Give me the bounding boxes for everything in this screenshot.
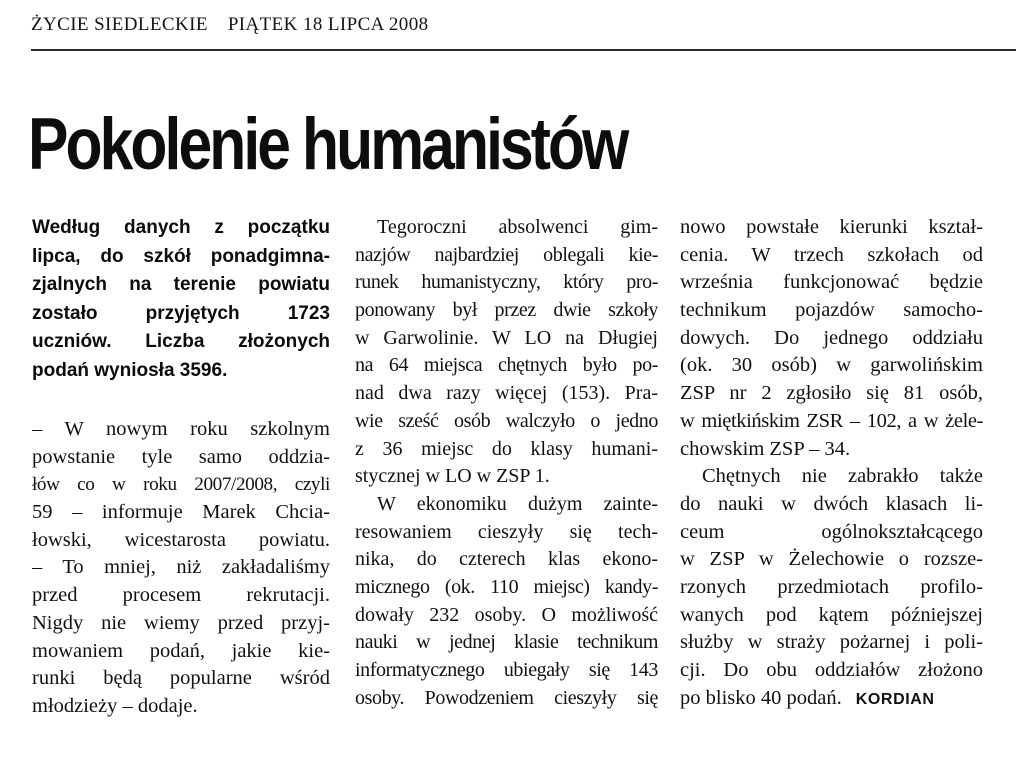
body-line: ceum ogólnokształcącego [680, 520, 983, 543]
body-line: Nigdy nie wiemy przed przyj- [32, 611, 330, 634]
body-line: chowskim ZSP – 34. [680, 437, 851, 460]
article-lead [32, 214, 330, 385]
body-line: młodzieży – dodaje. [32, 694, 198, 717]
body-line: przed procesem rekrutacji. [32, 584, 330, 607]
masthead [31, 14, 429, 36]
body-line: łów co w roku 2007/2008, czyli [32, 474, 330, 496]
body-line: informatycznego ubiegały się 143 [355, 659, 658, 681]
body-line: rzonych przedmiotach profilo- [680, 575, 983, 598]
body-line: runki będą popularne wśród [32, 667, 330, 690]
body-line: nazjów najbardziej oblegali kie- [355, 243, 658, 266]
article-body-col1 [32, 416, 330, 721]
body-line: dowały 232 osoby. O możliwość [355, 603, 658, 626]
body-line: resowaniem cieszyły się tech- [355, 520, 658, 543]
closing-text: po blisko 40 podań. [680, 686, 842, 709]
body-line: wanych pod kątem późniejszej [680, 603, 983, 626]
masthead-rule [31, 49, 1016, 51]
body-line: runek humanistyczny, który pro- [355, 271, 658, 294]
body-line: cenia. W trzech szkołach od [680, 243, 983, 266]
lead-line: zjalnych na terenie powiatu [32, 274, 330, 295]
lead-line: zostało przyjętych 1723 [32, 302, 330, 324]
body-line: z 36 miejsc do klasy humani- [355, 437, 658, 460]
body-line: osoby. Powodzeniem cieszyły się [355, 686, 658, 709]
issue-date: PIĄTEK 18 LIPCA 2008 [227, 14, 429, 35]
body-line: – W nowym roku szkolnym [32, 418, 330, 440]
body-line: łowski, wicestarosta powiatu. [32, 528, 330, 551]
body-line: mowaniem podań, jakie kie- [32, 639, 330, 662]
body-line: dowych. Do jednego oddziału [680, 326, 983, 349]
body-line: nika, do czterech klas ekono- [355, 548, 658, 571]
body-line [680, 685, 983, 713]
body-line: ZSP nr 2 zgłosiło się 81 osób, [680, 382, 983, 405]
body-line: września funkcjonować będzie [680, 271, 983, 294]
body-line: (ok. 30 osób) w garwolińskim [680, 354, 983, 377]
body-line: nowo powstałe kierunki kształ- [680, 216, 983, 238]
article-column-1 [32, 214, 330, 721]
article-column-2 [355, 214, 658, 712]
lead-line: podań wyniosła 3596. [32, 359, 228, 381]
body-line: służby w straży pożarnej i poli- [680, 631, 983, 654]
paper-name: ŻYCIE SIEDLECKIE [31, 14, 208, 35]
body-line: technikum pojazdów samocho- [680, 299, 983, 322]
body-line: do nauki w dwóch klasach li- [680, 492, 983, 515]
body-line: nauki w jednej klasie technikum [355, 631, 658, 654]
body-line: nad dwa razy więcej (153). Pra- [355, 382, 658, 405]
article-headline: Pokolenie humanistów [28, 104, 627, 185]
author-byline: KORDIAN [855, 690, 935, 708]
body-line: W ekonomiku dużym zainte- [377, 492, 658, 515]
body-line: Chętnych nie zabrakło także [702, 465, 983, 488]
lead-line: Według danych z początku [32, 217, 330, 238]
body-line: micznego (ok. 110 miejsc) kandy- [355, 575, 658, 598]
body-line: 59 – informuje Marek Chcia- [32, 501, 330, 524]
article-column-3 [680, 214, 983, 712]
body-line: w ZSP w Żelechowie o rozsze- [680, 548, 983, 571]
body-line: na 64 miejsca chętnych było po- [355, 354, 658, 377]
body-line: cji. Do obu oddziałów złożono [680, 659, 983, 681]
body-line: stycznej w LO w ZSP 1. [355, 465, 550, 488]
body-line: ponowany był przez dwie szkoły [355, 299, 658, 322]
lead-line: lipca, do szkół ponadgimna- [32, 245, 330, 267]
lead-line: uczniów. Liczba złożonych [32, 331, 330, 352]
body-line: – To mniej, niż zakładaliśmy [32, 556, 330, 579]
body-line: Tegoroczni absolwenci gim- [377, 216, 658, 238]
body-line: powstanie tyle samo oddzia- [32, 445, 330, 468]
body-line: w miętkińskim ZSR – 102, a w żele- [680, 409, 983, 432]
body-line: w Garwolinie. W LO na Długiej [355, 326, 658, 349]
body-line: wie sześć osób walczyło o jedno [355, 409, 658, 432]
